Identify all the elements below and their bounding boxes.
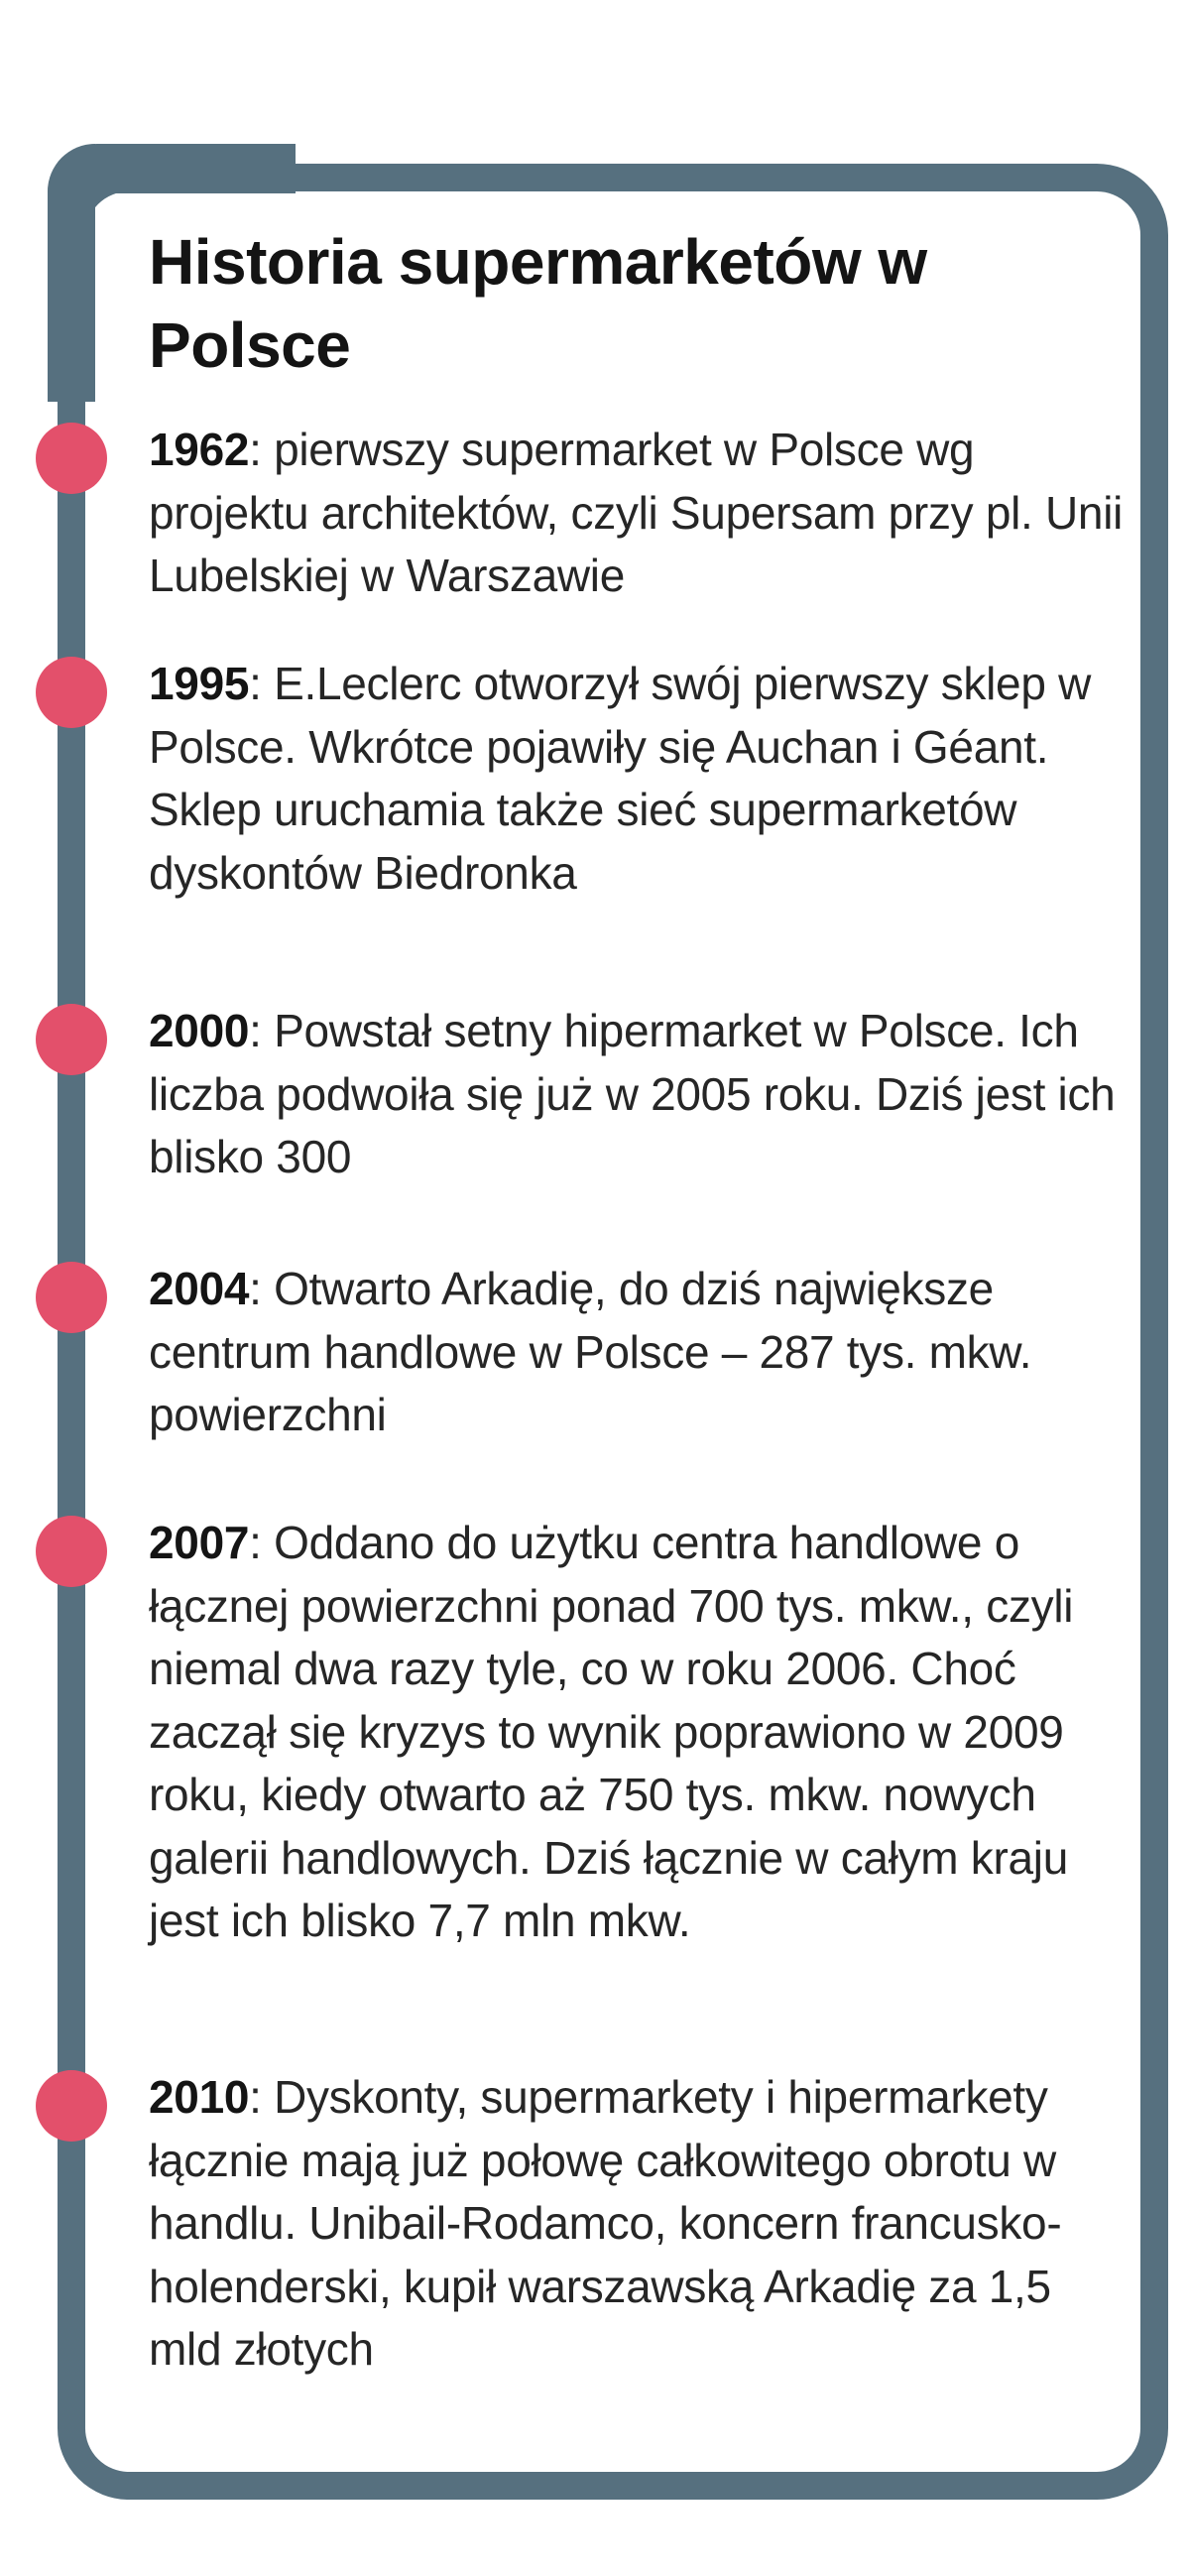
timeline-entry-2000 (149, 1000, 1135, 1189)
entry-year: 2000 (149, 1005, 250, 1056)
timeline-entry-1995 (149, 653, 1135, 905)
timeline-entry-2010 (149, 2066, 1135, 2382)
entry-year: 2007 (149, 1517, 250, 1568)
entry-year: 2010 (149, 2071, 250, 2123)
entry-year: 1962 (149, 424, 250, 475)
timeline-dot-1995 (36, 657, 107, 728)
entry-year: 1995 (149, 658, 250, 709)
timeline-dot-1962 (36, 423, 107, 494)
frame-tab-accent (48, 144, 296, 193)
entry-text: : Oddano do użytku centra handlowe o łącznej powierzchni ponad 700 tys. mkw., czyli niemal dwa razy tyle, co w roku 2006. Choć zaczął się kryzys to wynik poprawiono w 2009 roku, kiedy otwarto aż 750 tys. mkw. nowych galerii handlowych. Dziś łącznie w całym kraju jest ich blisko 7,7 mln mkw. (149, 1517, 1074, 1946)
entry-year: 2004 (149, 1263, 250, 1314)
timeline-dot-2000 (36, 1004, 107, 1075)
timeline-entry-1962 (149, 419, 1135, 608)
timeline-entry-2004 (149, 1258, 1135, 1447)
timeline-dot-2010 (36, 2070, 107, 2142)
timeline-dot-2007 (36, 1516, 107, 1587)
infographic-title: Historia supermarketów w Polsce (149, 226, 927, 381)
entry-text: : Otwarto Arkadię, do dziś największe centrum handlowe w Polsce – 287 tys. mkw. powierzchni (149, 1263, 1032, 1440)
entry-text: : E.Leclerc otworzył swój pierwszy sklep w Polsce. Wkrótce pojawiły się Auchan i Géant. Sklep uruchamia także sieć supermarketów dyskontów Biedronka (149, 658, 1092, 899)
entry-text: : Dyskonty, supermarkety i hipermarkety łącznie mają już połowę całkowitego obrotu w handlu. Unibail-Rodamco, koncern francusko-holenderski, kupił warszawską Arkadię za 1,5 mld złotych (149, 2071, 1062, 2375)
entry-text: : pierwszy supermarket w Polsce wg projektu architektów, czyli Supersam przy pl. Unii Lubelskiej w Warszawie (149, 424, 1124, 601)
entry-text: : Powstał setny hipermarket w Polsce. Ich liczba podwoiła się już w 2005 roku. Dziś jest ich blisko 300 (149, 1005, 1116, 1182)
timeline-entry-2007 (149, 1512, 1135, 1953)
timeline-dot-2004 (36, 1262, 107, 1333)
